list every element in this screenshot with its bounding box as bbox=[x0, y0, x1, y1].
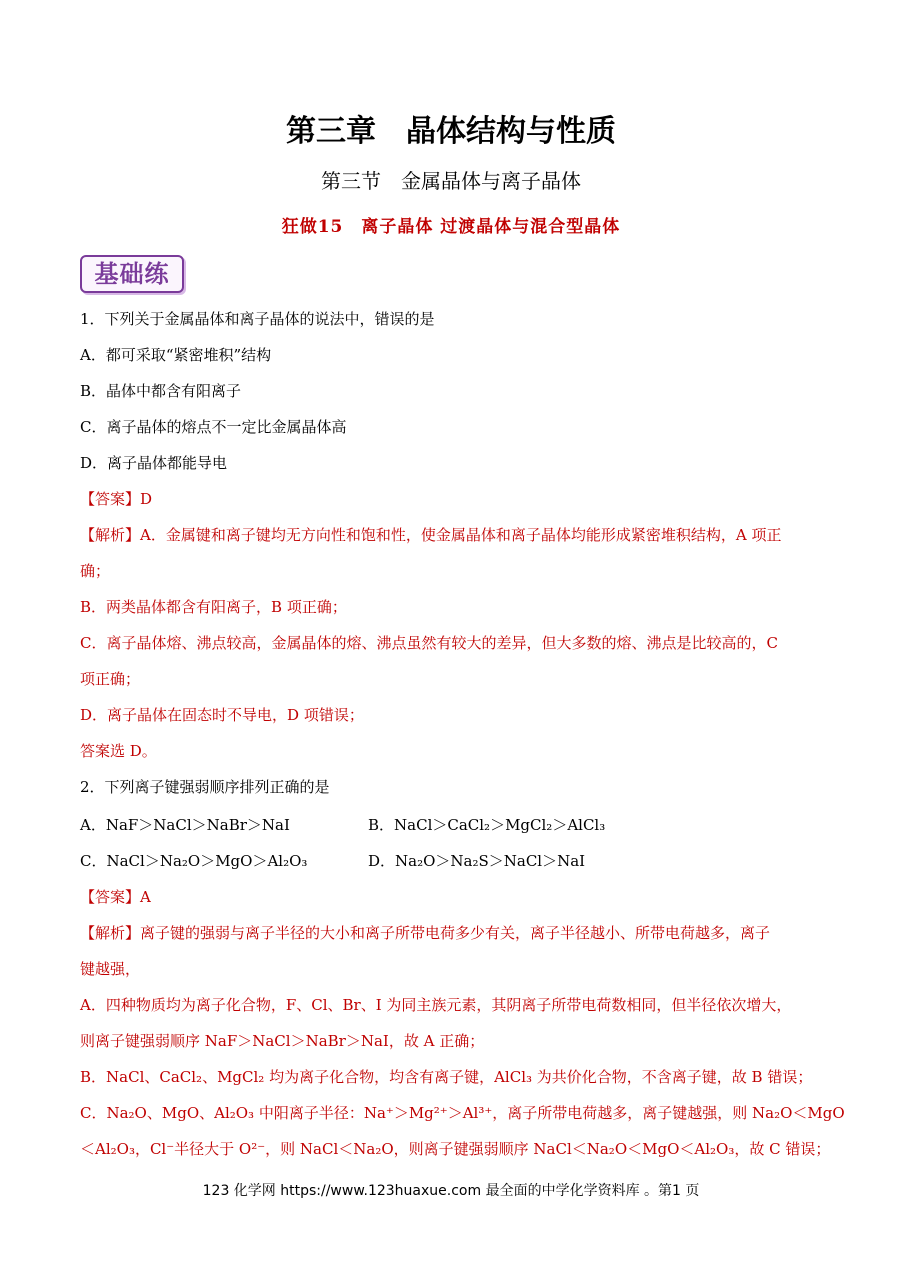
q1-option-b: B．晶体中都含有阳离子 bbox=[80, 382, 242, 400]
exercise-title: 狂做15 离子晶体 过渡晶体与混合型晶体 bbox=[281, 217, 621, 237]
q2-option-d: D．Na₂O＞Na₂S＞NaCl＞NaI bbox=[368, 852, 586, 870]
q1-explanation-3: C．离子晶体熔、沸点较高，金属晶体的熔、沸点虽然有较大的差异，但大多数的熔、沸点是比较高的，C bbox=[80, 634, 778, 652]
q1-explanation-2: B．两类晶体都含有阳离子，B 项正确； bbox=[80, 598, 347, 616]
q2-explanation-4b: ＜Al₂O₃，Cl⁻半径大于 O²⁻，则 NaCl＜Na₂O，则离子键强弱顺序 NaCl＜Na₂O＜MgO＜Al₂O₃，故 C 错误； bbox=[80, 1140, 831, 1158]
page-footer: 123 化学网 https://www.123huaxue.com 最全面的中学化学资料库 。第1 页 bbox=[202, 1183, 700, 1199]
q1-explanation-4: D．离子晶体在固态时不导电，D 项错误； bbox=[80, 706, 364, 724]
q2-explanation-2: A．四种物质均为离子化合物，F、Cl、Br、I 为同主族元素，其阴离子所带电荷数相同，但半径依次增大， bbox=[80, 996, 792, 1014]
q2-explanation-4: C．Na₂O、MgO、Al₂O₃ 中阳离子半径：Na⁺＞Mg²⁺＞Al³⁺，离子所带电荷越多，离子键越强，则 Na₂O＜MgO bbox=[80, 1104, 845, 1122]
q2-option-a: A．NaF＞NaCl＞NaBr＞NaI bbox=[80, 816, 290, 834]
q1-explanation-1b: 确； bbox=[80, 562, 111, 580]
section-title: 第三节 金属晶体与离子晶体 bbox=[321, 169, 581, 193]
q1-option-d: D．离子晶体都能导电 bbox=[80, 454, 228, 472]
q2-explanation-2b: 则离子键强弱顺序 NaF＞NaCl＞NaBr＞NaI，故 A 正确； bbox=[80, 1032, 485, 1050]
q1-explanation-1: 【解析】A．金属键和离子键均无方向性和饱和性，使金属晶体和离子晶体均能形成紧密堆积结构，A 项正 bbox=[80, 526, 782, 544]
q2-answer: 【答案】A bbox=[80, 888, 151, 906]
q2-explanation-1: 【解析】离子键的强弱与离子半径的大小和离子所带电荷多少有关，离子半径越小、所带电荷越多，离子 bbox=[80, 924, 771, 942]
q2-options-row-2 bbox=[80, 851, 822, 871]
q2-explanation-1b: 键越强， bbox=[80, 960, 141, 978]
q2-explanation-3: B．NaCl、CaCl₂、MgCl₂ 均为离子化合物，均含有离子键，AlCl₃ 为共价化合物，不含离子键，故 B 错误； bbox=[80, 1068, 813, 1086]
q1-option-c: C．离子晶体的熔点不一定比金属晶体高 bbox=[80, 418, 347, 436]
basic-practice-badge: 基础练 bbox=[80, 255, 184, 293]
q2-option-c: C．NaCl＞Na₂O＞MgO＞Al₂O₃ bbox=[80, 852, 308, 870]
chapter-title: 第三章 晶体结构与性质 bbox=[286, 114, 616, 149]
q1-stem: 1．下列关于金属晶体和离子晶体的说法中，错误的是 bbox=[80, 310, 435, 328]
q1-explanation-5: 答案选 D。 bbox=[80, 742, 157, 760]
q1-answer: 【答案】D bbox=[80, 490, 153, 508]
q1-option-a: A．都可采取“紧密堆积”结构 bbox=[80, 346, 272, 364]
q1-explanation-3b: 项正确； bbox=[80, 670, 141, 688]
q2-stem: 2．下列离子键强弱顺序排列正确的是 bbox=[80, 778, 330, 796]
q2-option-b: B．NaCl＞CaCl₂＞MgCl₂＞AlCl₃ bbox=[368, 816, 606, 834]
q2-options-row-1 bbox=[80, 815, 822, 835]
